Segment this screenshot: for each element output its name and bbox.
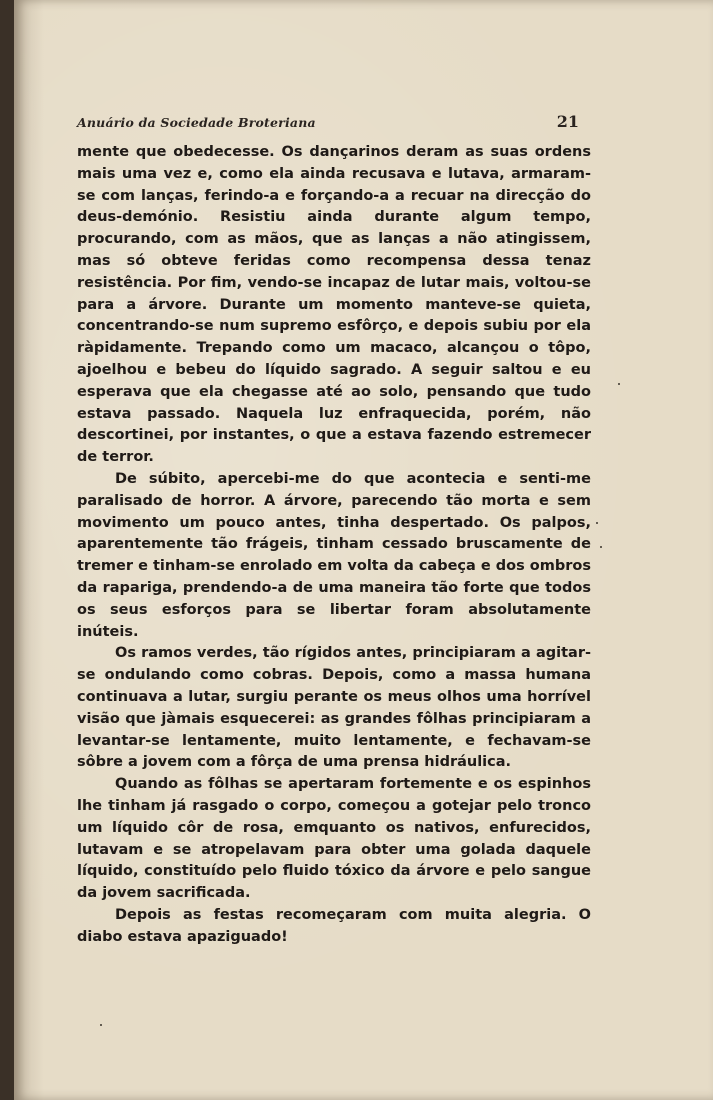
book-page (14, 0, 713, 1100)
paragraph-1: mente que obedecesse. Os dançarinos deram as suas ordens mais uma vez e, como ela ainda recusava e lutava, armaram-se com lanças, ferindo-a e forçando-a a recuar na direcção do deus-demónio. Resistiu ainda durante algum tempo, procurando, com as mãos, que as lanças a não atingissem, mas só obteve feridas como recompensa dessa tenaz resistência. Por fim, vendo-se incapaz de lutar mais, voltou-se para a árvore. Durante um momento manteve-se quieta, concentrando-se num supremo esfôrço, e depois subiu por ela ràpidamente. Trepando como um macaco, alcançou o tôpo, ajoelhou e bebeu do líquido sagrado. A seguir saltou e eu esperava que ela chegasse até ao solo, pensando que tudo estava passado. Naquela luz enfraquecida, porém, não descortinei, por instantes, o que a estava fazendo estremecer de terror. (77, 144, 591, 466)
paragraph-5: Depois as festas recomeçaram com muita alegria. O diabo estava apaziguado! (77, 906, 591, 945)
paper-speck (100, 1024, 102, 1026)
paragraph-2: De súbito, apercebi-me do que acontecia e senti-me paralisado de horror. A árvore, parecendo tão morta e sem movimento um pouco antes, tinha despertado. Os palpos, aparentemente tão frágeis, tinham cessado bruscamente de tremer e tinham-se enrolado em volta da cabeça e dos ombros da rapariga, prendendo-a de uma maneira tão forte que todos os seus esforços para se libertar foram absolutamente inúteis. (77, 470, 591, 640)
paper-speck (618, 383, 620, 385)
body-text (77, 142, 591, 948)
page-number: 21 (556, 112, 579, 131)
journal-title: Anuário da Sociedade Broteriana (77, 115, 316, 130)
paper-speck (596, 522, 598, 524)
running-header (77, 112, 579, 134)
paragraph-4: Quando as fôlhas se apertaram fortemente e os espinhos lhe tinham já rasgado o corpo, começou a gotejar pelo tronco um líquido côr de rosa, emquanto os nativos, enfurecidos, lutavam e se atropelavam para obter uma golada daquele líquido, constituído pelo fluido tóxico da árvore e pelo sangue da jovem sacrificada. (77, 776, 591, 902)
paragraph-3: Os ramos verdes, tão rígidos antes, principiaram a agitar-se ondulando como cobras. Depois, como a massa humana continuava a lutar, surgiu perante os meus olhos uma horrível visão que jàmais esquecerei: as grandes fôlhas principiaram a levantar-se lentamente, muito lentamente, e fechavam-se sôbre a jovem com a fôrça de uma prensa hidráulica. (77, 645, 591, 771)
paper-speck (600, 546, 602, 548)
